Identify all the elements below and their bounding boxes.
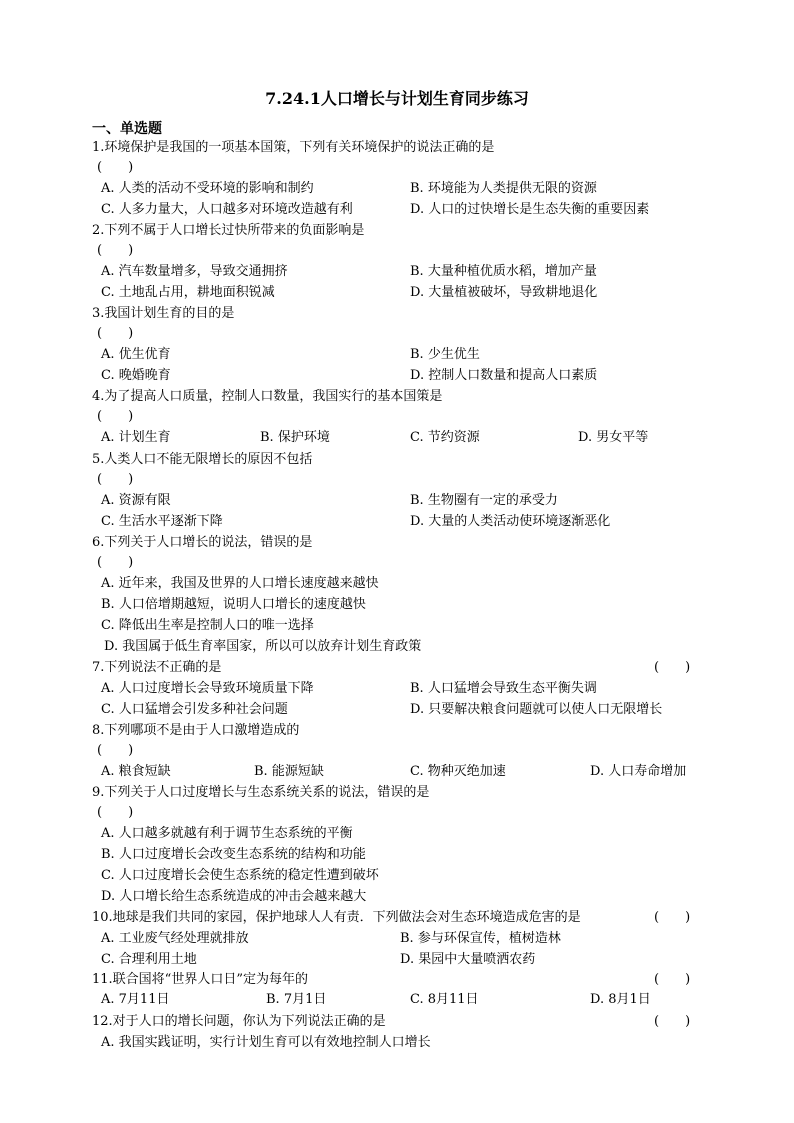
question-stem: 12.对于人口的增长问题，你认为下列说法正确的是	[92, 1014, 386, 1029]
option: A. 工业废气经处理就排放	[101, 931, 249, 946]
option: C. 节约资源	[410, 430, 480, 445]
answer-paren: ( )	[97, 472, 134, 487]
option: B. 能源短缺	[254, 764, 324, 779]
option: A. 7月11日	[101, 992, 170, 1007]
answer-paren: ( )	[654, 910, 691, 925]
option: B. 保护环境	[260, 430, 330, 445]
option: B. 环境能为人类提供无限的资源	[410, 181, 597, 196]
question-stem: 3.我国计划生育的目的是	[92, 306, 235, 321]
question-stem: 2.下列不属于人口增长过快所带来的负面影响是	[92, 223, 365, 238]
option: D. 人口的过快增长是生态失衡的重要因素	[410, 202, 650, 217]
option: D. 人口增长给生态系统造成的冲击会越来越大	[101, 889, 367, 904]
question-stem: 9.下列关于人口过度增长与生态系统关系的说法，错误的是	[92, 785, 430, 800]
option: D. 大量植被破坏，导致耕地退化	[410, 285, 598, 300]
option: C. 生活水平逐渐下降	[101, 514, 223, 529]
option: A. 人口越多就越有利于调节生态系统的平衡	[101, 826, 353, 841]
question-stem: 8.下列哪项不是由于人口激增造成的	[92, 723, 300, 738]
question-stem: 7.下列说法不正确的是	[92, 660, 222, 675]
answer-paren: ( )	[97, 555, 134, 570]
option: C. 物种灭绝加速	[410, 764, 506, 779]
option: D. 控制人口数量和提高人口素质	[410, 368, 598, 383]
option: D. 8月1日	[590, 992, 651, 1007]
option: C. 人口猛增会引发多种社会问题	[101, 702, 288, 717]
answer-paren: ( )	[97, 160, 134, 175]
question-stem: 5.人类人口不能无限增长的原因不包括	[92, 452, 313, 467]
option: D. 我国属于低生育率国家，所以可以放弃计划生育政策	[104, 639, 422, 654]
answer-paren: ( )	[654, 660, 691, 675]
option: A. 优生优育	[101, 347, 171, 362]
option: D. 人口寿命增加	[590, 764, 687, 779]
option: B. 大量种植优质水稻，增加产量	[410, 264, 597, 279]
option: D. 大量的人类活动使环境逐渐恶化	[410, 514, 611, 529]
option: A. 计划生育	[101, 430, 171, 445]
question-stem: 4.为了提高人口质量，控制人口数量，我国实行的基本国策是	[92, 389, 443, 404]
answer-paren: ( )	[97, 743, 134, 758]
page-title: 7.24.1人口增长与计划生育同步练习	[265, 89, 529, 108]
question-stem: 10.地球是我们共同的家园，保护地球人人有责．下列做法会对生态环境造成危害的是	[92, 910, 581, 925]
option: A. 汽车数量增多，导致交通拥挤	[101, 264, 288, 279]
option: B. 人口倍增期越短，说明人口增长的速度越快	[101, 597, 366, 612]
option: C. 8月11日	[410, 992, 479, 1007]
option: B. 生物圈有一定的承受力	[410, 493, 558, 508]
option: B. 人口猛增会导致生态平衡失调	[410, 681, 597, 696]
question-stem: 6.下列关于人口增长的说法，错误的是	[92, 535, 313, 550]
option: A. 人类的活动不受环境的影响和制约	[101, 181, 314, 196]
option: C. 晚婚晚育	[101, 368, 171, 383]
option: A. 我国实践证明，实行计划生育可以有效地控制人口增长	[101, 1035, 431, 1050]
option: D. 只要解决粮食问题就可以使人口无限增长	[410, 702, 663, 717]
question-stem: 11.联合国将“世界人口日”定为每年的	[92, 972, 308, 987]
option: B. 少生优生	[410, 347, 480, 362]
answer-paren: ( )	[97, 326, 134, 341]
option: D. 果园中大量喷洒农药	[400, 952, 536, 967]
option: C. 人口过度增长会使生态系统的稳定性遭到破坏	[101, 868, 379, 883]
option: B. 参与环保宣传，植树造林	[400, 931, 561, 946]
option: A. 粮食短缺	[101, 764, 171, 779]
option: A. 资源有限	[101, 493, 171, 508]
answer-paren: ( )	[654, 972, 691, 987]
answer-paren: ( )	[654, 1014, 691, 1029]
option: D. 男女平等	[578, 430, 649, 445]
answer-paren: ( )	[97, 805, 134, 820]
option: C. 合理利用土地	[101, 952, 197, 967]
option: B. 7月1日	[266, 992, 327, 1007]
option: C. 土地乱占用，耕地面积锐减	[101, 285, 275, 300]
option: A. 人口过度增长会导致环境质量下降	[101, 681, 314, 696]
answer-paren: ( )	[97, 409, 134, 424]
option: C. 人多力量大，人口越多对环境改造越有利	[101, 202, 353, 217]
question-stem: 1.环境保护是我国的一项基本国策，下列有关环境保护的说法正确的是	[92, 140, 495, 155]
option: C. 降低出生率是控制人口的唯一选择	[101, 618, 314, 633]
option: A. 近年来，我国及世界的人口增长速度越来越快	[101, 576, 379, 591]
option: B. 人口过度增长会改变生态系统的结构和功能	[101, 847, 366, 862]
section-heading: 一、单选题	[92, 121, 162, 137]
answer-paren: ( )	[97, 243, 134, 258]
